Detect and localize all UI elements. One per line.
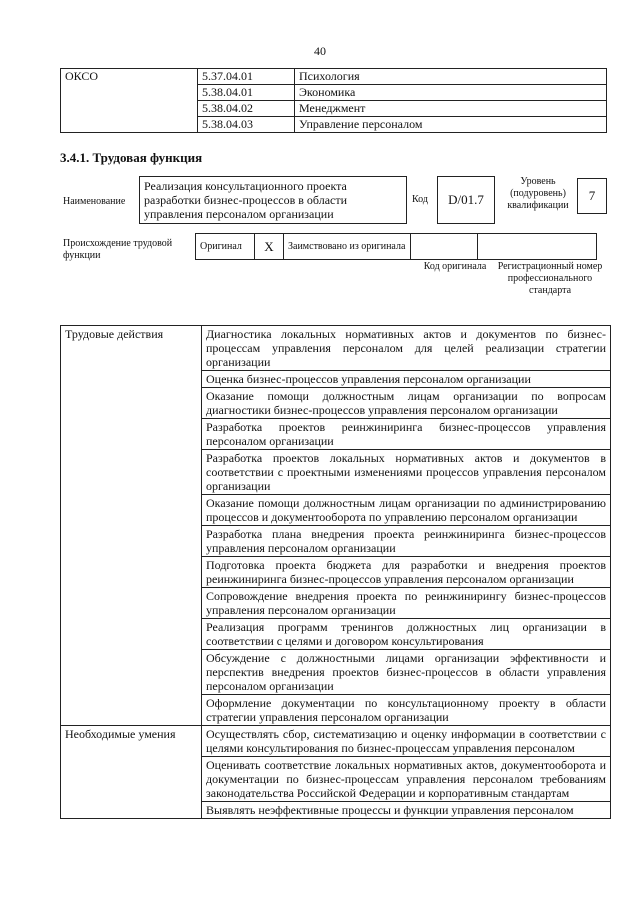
- code-original-cell: [411, 234, 478, 260]
- skill-item: Оценивать соответствие локальных нормативных актов, документооборота и документации по бизнес-процессам управления персоналом требованиям законодательства Российской Федерации и корпоративным стандартам: [202, 757, 611, 802]
- labor-action-item: Разработка проектов локальных нормативных актов и документов в соответствии с проектными изменениями процессов управления персоналом организации: [202, 450, 611, 495]
- labor-action-item: Подготовка проекта бюджета для разработки и внедрения проектов реинжиниринга бизнес-процессов управления персоналом организации: [202, 557, 611, 588]
- labor-action-item: Оценка бизнес-процессов управления персоналом организации: [202, 371, 611, 388]
- okso-name: Психология: [295, 69, 607, 85]
- function-details-table: [60, 325, 611, 819]
- labor-actions-label: Трудовые действия: [61, 326, 202, 726]
- labor-action-item: Реализация программ тренингов должностных лиц организации в соответствии с целями и договором консультирования: [202, 619, 611, 650]
- level-value: 7: [577, 178, 607, 214]
- reg-number-label: Регистрационный номер профессионального стандарта: [497, 261, 603, 296]
- okso-name: Управление персоналом: [295, 117, 607, 133]
- original-label: Оригинал: [196, 234, 255, 260]
- skills-label: Необходимые умения: [61, 726, 202, 819]
- okso-label: ОКСО: [61, 69, 198, 133]
- okso-code: 5.38.04.02: [198, 101, 295, 117]
- okso-code: 5.38.04.03: [198, 117, 295, 133]
- okso-table: [60, 68, 607, 133]
- page-number: 40: [314, 44, 326, 58]
- origin-table: [195, 233, 597, 260]
- okso-code: 5.38.04.01: [198, 85, 295, 101]
- labor-action-item: Сопровождение внедрения проекта по реинжинирингу бизнес-процессов управления персоналом организации: [202, 588, 611, 619]
- skill-item: Осуществлять сбор, систематизацию и оценку информации в соответствии с целями консультирования по бизнес-процессам управления персоналом: [202, 726, 611, 757]
- labor-action-item: Диагностика локальных нормативных актов и документов по бизнес-процессам управления персоналом для целей реализации стратегии организации: [202, 326, 611, 371]
- table-row: [196, 234, 597, 260]
- okso-code: 5.37.04.01: [198, 69, 295, 85]
- okso-name: Менеджмент: [295, 101, 607, 117]
- borrowed-label: Заимствовано из оригинала: [284, 234, 411, 260]
- table-row: [61, 326, 611, 371]
- level-label: Уровень (подуровень) квалификации: [507, 176, 569, 211]
- labor-action-item: Оказание помощи должностным лицам организации по вопросам диагностики бизнес-процессов управления персоналом организации: [202, 388, 611, 419]
- skill-item: Выявлять неэффективные процессы и функции управления персоналом: [202, 802, 611, 819]
- function-code-value: D/01.7: [437, 176, 495, 224]
- labor-action-item: Разработка проектов реинжиниринга бизнес-процессов управления персоналом организации: [202, 419, 611, 450]
- labor-action-item: Разработка плана внедрения проекта реинжиниринга бизнес-процессов управления персоналом организации: [202, 526, 611, 557]
- table-row: [61, 69, 607, 85]
- code-original-label: Код оригинала: [423, 261, 487, 272]
- okso-name: Экономика: [295, 85, 607, 101]
- labor-action-item: Обсуждение с должностными лицами организации эффективности и перспектив внедрения проектов бизнес-процессов в области управления персоналом организации: [202, 650, 611, 695]
- origin-label: Происхождение трудовой функции: [63, 238, 173, 261]
- function-name-value: Реализация консультационного проекта разработки бизнес-процессов в области управления персоналом организации: [139, 176, 407, 224]
- original-mark: X: [255, 234, 284, 260]
- labor-action-item: Оказание помощи должностным лицам организации по администрированию процессов и документооборота по управлению персоналом организации: [202, 495, 611, 526]
- reg-number-cell: [478, 234, 597, 260]
- name-label: Наименование: [63, 196, 126, 207]
- labor-action-item: Оформление документации по консультационному проекту в области стратегии управления персоналом организации: [202, 695, 611, 726]
- code-label: Код: [412, 194, 428, 205]
- section-title: 3.4.1. Трудовая функция: [60, 150, 203, 165]
- table-row: [61, 726, 611, 757]
